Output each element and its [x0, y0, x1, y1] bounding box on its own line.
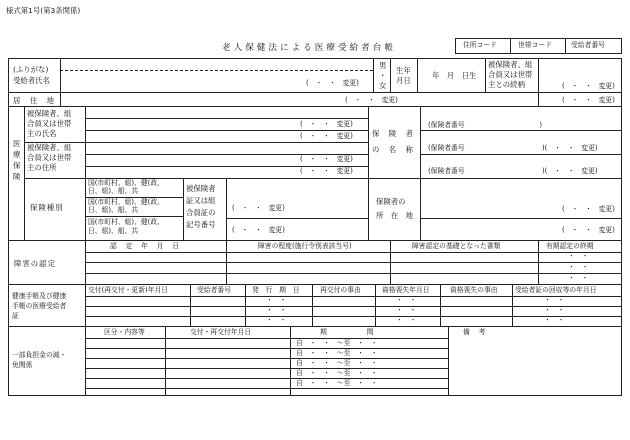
sex-dot: ・ [379, 71, 387, 80]
insurer-number-2: (保険者番号 [428, 144, 465, 152]
relation-change: ( ・ ・ 変更) [562, 82, 615, 90]
insurance-type-option-3a: 国(市町村、組)、健(政、 [88, 218, 164, 226]
handbook-col-acquire: 資格喪失年月日 [382, 286, 430, 294]
handbook-collect-dots-1: ・ ・ [544, 296, 565, 304]
insurer-address-label-1: 保険者の [376, 197, 406, 206]
disability-end-dots-1: ・ ・ [568, 252, 589, 260]
insurer-name-label-1: 保 険 者 [372, 129, 414, 138]
insurer-address-label-2: 所 在 地 [376, 211, 413, 220]
form-number: 様式第1号(第3条関係) [6, 6, 81, 15]
insurer-number-change-2: )( ・ ・ 変更) [542, 144, 598, 152]
residence-label: 居 住 地 [13, 96, 55, 105]
copay-period-row-5: 自 ・ ・ 〜至 ・ ・ [296, 379, 378, 387]
handbook-col-collect: 受給者証の回収等の年月日 [515, 286, 597, 294]
insurance-type-option-3b: 日、組)、船、共 [88, 227, 139, 235]
handbook-period-dots-1: ・ ・ [266, 296, 287, 304]
recipient-name-label: 受給者氏名 [13, 76, 50, 85]
disability-end-dots-3: ・ ・ [568, 274, 589, 282]
disability-col-degree: 障害の程度(施行令別表該当号) [258, 242, 352, 250]
card-number-change-2: ( ・ ・ 変更) [232, 226, 285, 234]
household-code-label: 世帯コード [518, 41, 552, 49]
copay-col-remarks: 備 考 [463, 328, 487, 336]
residence-change: ( ・ ・ 変更) [345, 96, 398, 104]
insured-name-change-1: ( ・ ・ 変更) [300, 120, 353, 128]
card-number-label-2: 証又は組 [186, 196, 216, 205]
birth-label-year: 生年 [396, 66, 411, 75]
disability-end-dots-2: ・ ・ [568, 263, 589, 271]
handbook-acquire-dots-3: ・ ・ [396, 316, 417, 324]
handbook-col-issue: 交付(再交付・更新)年月日 [88, 286, 169, 294]
insured-name-label-1: 被保険者、組 [27, 109, 72, 118]
insured-addr-label-3: 主の住所 [27, 163, 57, 172]
handbook-collect-dots-3: ・ ・ [544, 316, 565, 324]
handbook-collect-dots-2: ・ ・ [544, 306, 565, 314]
copay-col-period: 期 間 [320, 328, 375, 336]
insurer-name-label-2: の 名 称 [372, 145, 414, 154]
copay-period-row-4: 自 ・ ・ 〜至 ・ ・ [296, 369, 378, 377]
handbook-period-dots-3: ・ ・ [266, 316, 287, 324]
insurer-address-change-1: ( ・ ・ 変更) [562, 205, 615, 213]
insured-addr-change-2: ( ・ ・ 変更) [300, 167, 353, 175]
insurance-type-option-1a: 国(市町村、組)、健(政、 [88, 179, 164, 187]
handbook-label-3: 証 [12, 312, 19, 320]
insurance-type-option-2b: 日、組)、船、共 [88, 206, 139, 214]
birth-label-date: 月日 [396, 76, 411, 85]
copay-period-row-3: 自 ・ ・ 〜至 ・ ・ [296, 359, 378, 367]
copay-col-issue: 交付・再交付年月日 [190, 328, 252, 336]
sex-male: 男 [379, 61, 387, 70]
relation-label-1: 被保険者、組 [488, 60, 533, 69]
handbook-label-2: 手帳の医療受給者 [12, 302, 67, 310]
furigana-label: (ふりがな) [13, 65, 49, 74]
disability-col-end: 有期認定の終期 [546, 242, 594, 250]
insured-name-label-2: 合員又は世帯 [27, 119, 72, 128]
insured-name-change-2: ( ・ ・ 変更) [300, 132, 353, 140]
handbook-acquire-dots-2: ・ ・ [396, 306, 417, 314]
page-title: 老人保健法による医療受給者台帳 [222, 43, 396, 53]
insurer-address-change-2: ( ・ ・ 変更) [562, 226, 615, 234]
insurance-vertical-label: 医 療 保 険 [13, 139, 21, 182]
handbook-col-loss: 資格喪失の事由 [450, 286, 498, 294]
handbook-acquire-dots-1: ・ ・ [396, 296, 417, 304]
card-number-label-4: 記号番号 [186, 220, 216, 229]
copay-period-row-2: 自 ・ ・ 〜至 ・ ・ [296, 349, 378, 357]
handbook-col-number: 受給者番号 [197, 286, 231, 294]
insurer-number-change-3: )( ・ ・ 変更) [542, 167, 598, 175]
handbook-col-period: 発 行 期 日 [252, 286, 300, 294]
card-number-label-1: 被保険者 [186, 184, 216, 193]
handbook-label-1: 健康手帳及び健康 [12, 292, 67, 300]
insurer-number-3: (保険者番号 [428, 167, 465, 175]
insurer-number-1: (保険者番号 ) [428, 121, 543, 129]
copay-label-2: 免関係 [12, 361, 33, 369]
copay-label-1: 一部負担金の減・ [12, 351, 67, 359]
relation-label-2: 合員又は世帯 [488, 70, 533, 79]
disability-col-document: 障害認定の基礎となった書類 [412, 242, 501, 250]
insurance-type-label: 保険種別 [30, 203, 64, 212]
card-number-label-3: 合員証の [186, 208, 216, 217]
handbook-period-dots-2: ・ ・ [266, 306, 287, 314]
handbook-col-reissue: 再交付の事由 [320, 286, 361, 294]
residence-change-right: ( ・ ・ 変更) [562, 96, 615, 104]
disability-label: 障害の認定 [14, 259, 56, 268]
sex-female: 女 [379, 81, 387, 90]
address-code-label: 住所コード [463, 41, 497, 49]
insured-addr-change-1: ( ・ ・ 変更) [300, 155, 353, 163]
insured-addr-label-2: 合員又は世帯 [27, 153, 72, 162]
insurance-type-option-1b: 日、組)、船、共 [88, 187, 139, 195]
disability-col-date: 認 定 年 月 日 [110, 242, 181, 250]
relation-label-3: 主との続柄 [488, 80, 525, 89]
name-change: ( ・ ・ 変更) [306, 79, 359, 87]
card-number-change-1: ( ・ ・ 変更) [232, 204, 285, 212]
copay-period-row-1: 自 ・ ・ 〜至 ・ ・ [296, 339, 378, 347]
birth-date-field: 年 月 日生 [432, 71, 477, 80]
insured-name-label-3: 主の氏名 [27, 129, 57, 138]
insurance-type-option-2a: 国(市町村、組)、健(政、 [88, 198, 164, 206]
insured-addr-label-1: 被保険者、組 [27, 143, 72, 152]
copay-col-category: 区分・内容等 [104, 328, 145, 336]
recipient-number-label: 受給者番号 [571, 41, 605, 49]
